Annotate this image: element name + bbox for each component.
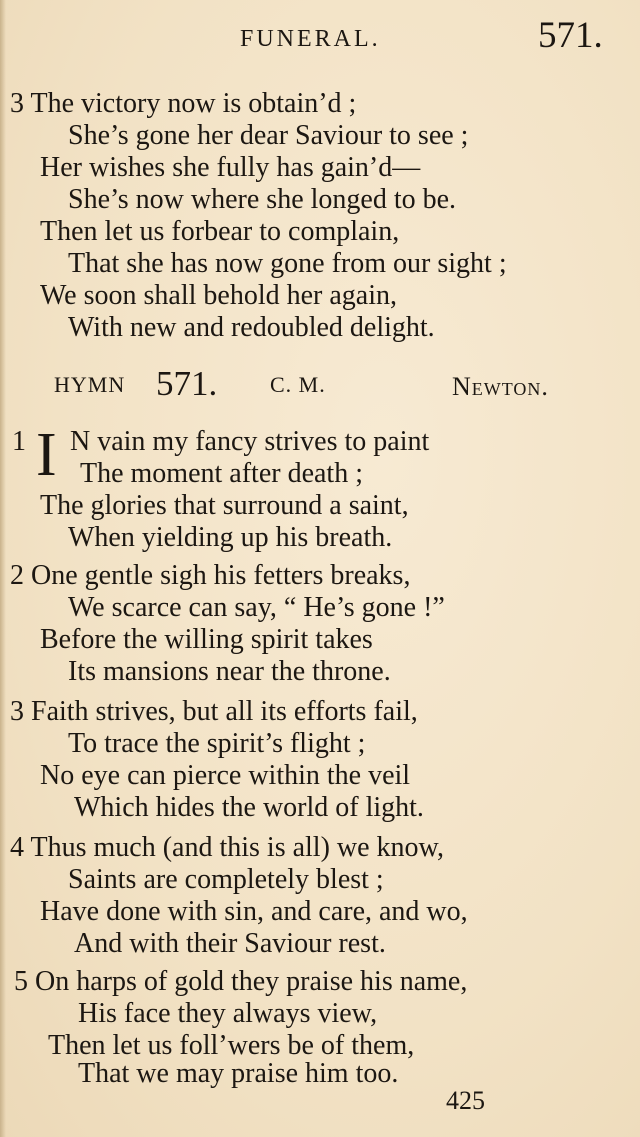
stanza-line: Have done with sin, and care, and wo, (40, 896, 468, 927)
stanza-line: The moment after death ; (80, 458, 363, 489)
verse-number: 2 (10, 560, 24, 591)
running-head: FUNERAL. (240, 26, 381, 52)
page-number: 571. (538, 15, 603, 56)
stanza-line (10, 88, 356, 120)
verse-line-text: Faith strives, but all its efforts fail, (31, 696, 418, 727)
verse-number: 1 (12, 426, 26, 457)
stanza-line: We scarce can say, “ He’s gone !” (68, 592, 445, 623)
hymn-heading (0, 364, 640, 404)
hymn-label: HYMN (54, 372, 126, 397)
verse-number: 5 (14, 966, 28, 997)
stanza-line (10, 560, 410, 592)
stanza-line (10, 832, 444, 864)
stanza-line: The glories that surround a saint, (40, 490, 409, 521)
stanza-line: She’s gone her dear Saviour to see ; (68, 120, 469, 151)
folio-number: 425 (446, 1086, 485, 1115)
verse-number: 3 (10, 88, 24, 119)
hymn-meter: C. M. (270, 372, 326, 397)
verse-line-text: One gentle sigh his fetters breaks, (31, 560, 411, 591)
stanza-line: Its mansions near the throne. (68, 656, 391, 687)
verse-number: 3 (10, 696, 24, 727)
verse-number: 4 (10, 832, 24, 863)
hymn-number: 571. (156, 364, 218, 403)
verse-line-text: The victory now is obtain’d ; (30, 88, 357, 119)
stanza-line: Before the willing spirit takes (40, 624, 373, 655)
stanza-line: That we may praise him too. (78, 1058, 399, 1089)
drop-cap: I (36, 421, 57, 489)
stanza-line (10, 696, 418, 728)
stanza-line: Then let us foll’wers be of them, (48, 1030, 415, 1061)
stanza-line: And with their Saviour rest. (74, 928, 386, 959)
stanza-line: Saints are completely blest ; (68, 864, 384, 895)
stanza-line (14, 966, 467, 998)
page-gutter-shadow (0, 0, 6, 1137)
stanza-line: With new and redoubled delight. (68, 312, 435, 343)
stanza-line: When yielding up his breath. (68, 522, 393, 553)
stanza-line: Then let us forbear to complain, (40, 216, 400, 247)
stanza-line: N vain my fancy strives to paint (70, 426, 430, 457)
verse-line-text: On harps of gold they praise his name, (35, 966, 468, 997)
stanza-line: Which hides the world of light. (74, 792, 424, 823)
hymn-author: Newton. (452, 372, 549, 401)
stanza-line: Her wishes she fully has gain’d— (40, 152, 421, 183)
stanza-line: She’s now where she longed to be. (68, 184, 457, 215)
stanza-line: To trace the spirit’s flight ; (68, 728, 366, 759)
stanza-line: We soon shall behold her again, (40, 280, 397, 311)
verse-line-text: Thus much (and this is all) we know, (30, 832, 444, 863)
stanza-line: No eye can pierce within the veil (40, 760, 411, 791)
stanza-line: His face they always view, (78, 998, 378, 1029)
stanza-line: That she has now gone from our sight ; (68, 248, 507, 279)
